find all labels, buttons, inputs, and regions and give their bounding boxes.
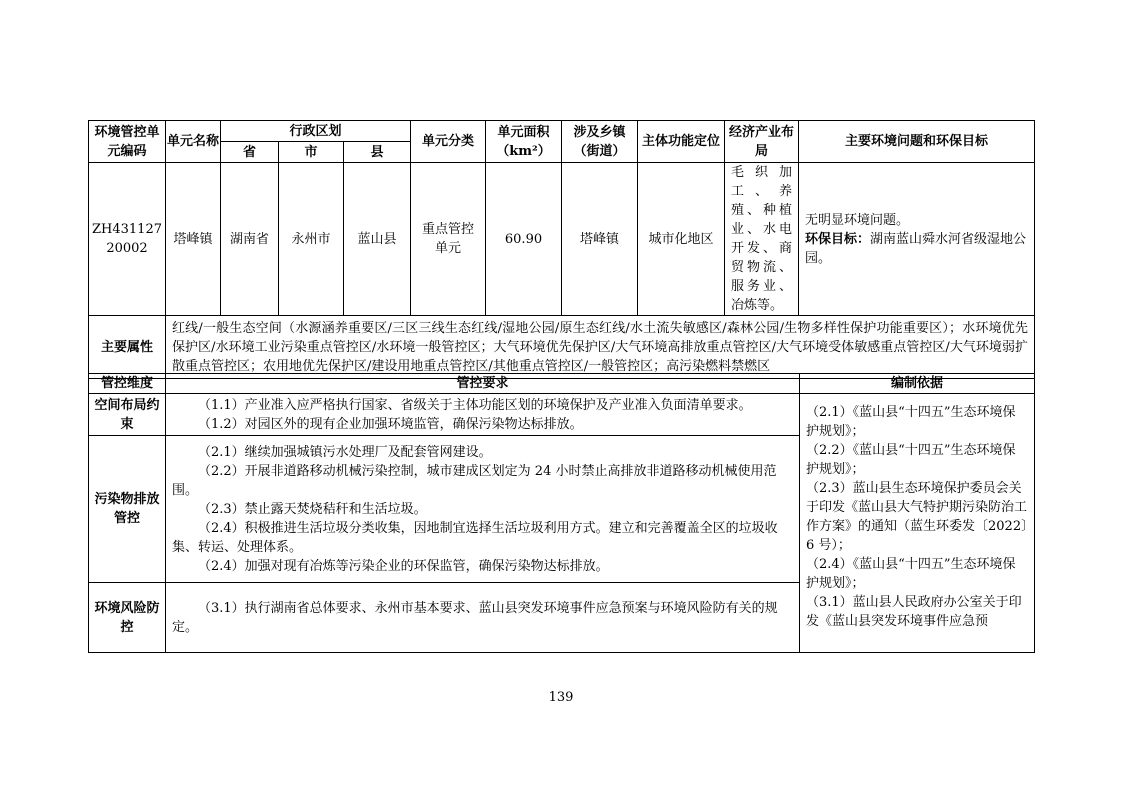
attributes-label: 主要属性 bbox=[89, 316, 166, 379]
unit-towns: 塔峰镇 bbox=[562, 163, 638, 316]
requirement-item: （2.1）继续加强城镇污水处理厂及配套管网建设。 bbox=[198, 444, 492, 460]
section-label-risk: 环境风险防控 bbox=[89, 583, 166, 653]
attributes-text: 红线/一般生态空间（水源涵养重要区/三区三线生态红线/湿地公园/原生态红线/水土流失敏感区/森林公园/生物多样性保护功能重要区）；水环境优先保护区/水环境工业污染重点管控区/水环境一般管控区；大气环境优先保护区/大气环境高排放重点管控区/大气环境受体敏感重点管控区/大气环境弱扩散重点管控区；农用地优先保护区/建设用地重点管控区/其他重点管控区/一般管控区；高污染燃料禁燃区 bbox=[166, 316, 1035, 379]
basis-item: （3.1）蓝山县人民政府办公室关于印发《蓝山县突发环境事件应急预 bbox=[806, 595, 1022, 629]
header-unit-name: 单元名称 bbox=[166, 121, 221, 163]
unit-county: 蓝山县 bbox=[344, 163, 411, 316]
header-towns: 涉及乡镇（街道） bbox=[562, 121, 638, 163]
requirement-item: （2.4）积极推进生活垃圾分类收集，因地制宜选择生活垃圾利用方式。建立和完善覆盖全区的垃圾收集、转运、处理体系。 bbox=[172, 520, 778, 555]
header-main-function: 主体功能定位 bbox=[638, 121, 725, 163]
header-province: 省 bbox=[221, 142, 279, 163]
unit-city: 永州市 bbox=[279, 163, 344, 316]
requirement-item: （2.3）禁止露天焚烧秸秆和生活垃圾。 bbox=[198, 501, 427, 517]
header-admin-division: 行政区划 bbox=[221, 121, 411, 142]
unit-code: ZH431127 20002 bbox=[89, 163, 166, 316]
section-content-risk bbox=[166, 583, 800, 653]
goal-label: 环保目标： bbox=[805, 231, 871, 247]
control-requirements-table bbox=[88, 373, 1035, 653]
control-requirements-header: 管控要求 bbox=[166, 374, 800, 394]
unit-issues bbox=[799, 163, 1035, 316]
header-economy: 经济产业布局 bbox=[725, 121, 799, 163]
basis-item: （2.4）《蓝山县“十四五”生态环境保护规划》； bbox=[806, 557, 1016, 591]
requirement-item: （1.1）产业准入应严格执行国家、省级关于主体功能区划的环境保护及产业准入负面清单要求。 bbox=[198, 397, 752, 413]
page-number: 139 bbox=[548, 690, 574, 705]
basis-item: （2.3）蓝山县生态环境保护委员会关于印发《蓝山县大气特护期污染防治工作方案》的通知（蓝生环委发〔2022〕6 号）； bbox=[806, 481, 1028, 553]
issues-text: 无明显环境问题。 bbox=[805, 212, 910, 228]
unit-name: 塔峰镇 bbox=[166, 163, 221, 316]
unit-function: 城市化地区 bbox=[638, 163, 725, 316]
control-dimension-header: 管控维度 bbox=[89, 374, 166, 394]
requirement-item: （2.2）开展非道路移动机械污染控制，城市建成区划定为 24 小时禁止高排放非道路移动机械使用范围。 bbox=[172, 463, 777, 498]
section-label-pollution: 污染物排放管控 bbox=[89, 436, 166, 583]
header-issues: 主要环境问题和环保目标 bbox=[799, 121, 1035, 163]
unit-category: 重点管控单元 bbox=[411, 163, 486, 316]
requirement-item: （3.1）执行湖南省总体要求、永州市基本要求、蓝山县突发环境事件应急预案与环境风险防有关的规定。 bbox=[172, 600, 778, 635]
unit-province: 湖南省 bbox=[221, 163, 279, 316]
requirement-item: （1.2）对园区外的现有企业加强环境监管，确保污染物达标排放。 bbox=[198, 416, 583, 432]
unit-economy: 毛织加工、养殖、种植业、水电开发、商贸物流、服务业、冶炼等。 bbox=[725, 163, 799, 316]
header-county: 县 bbox=[344, 142, 411, 163]
section-content-pollution bbox=[166, 436, 800, 583]
unit-area: 60.90 bbox=[486, 163, 562, 316]
unit-info-table bbox=[88, 120, 1035, 379]
basis-content bbox=[800, 394, 1035, 653]
header-city: 市 bbox=[279, 142, 344, 163]
header-area: 单元面积（km²） bbox=[486, 121, 562, 163]
goal-line bbox=[805, 230, 1028, 268]
requirement-item: （2.4）加强对现有冶炼等污染企业的环保监管，确保污染物达标排放。 bbox=[198, 558, 609, 574]
basis-item: （2.1）《蓝山县“十四五”生态环境保护规划》； bbox=[806, 405, 1016, 439]
goal-text: 湖南蓝山舜水河省级湿地公园。 bbox=[805, 231, 1027, 266]
header-unit-code: 环境管控单元编码 bbox=[89, 121, 166, 163]
basis-header: 编制依据 bbox=[800, 374, 1035, 394]
header-unit-category: 单元分类 bbox=[411, 121, 486, 163]
section-content-spatial bbox=[166, 394, 800, 436]
section-label-spatial: 空间布局约束 bbox=[89, 394, 166, 436]
basis-item: （2.2）《蓝山县“十四五”生态环境保护规划》； bbox=[806, 443, 1016, 477]
